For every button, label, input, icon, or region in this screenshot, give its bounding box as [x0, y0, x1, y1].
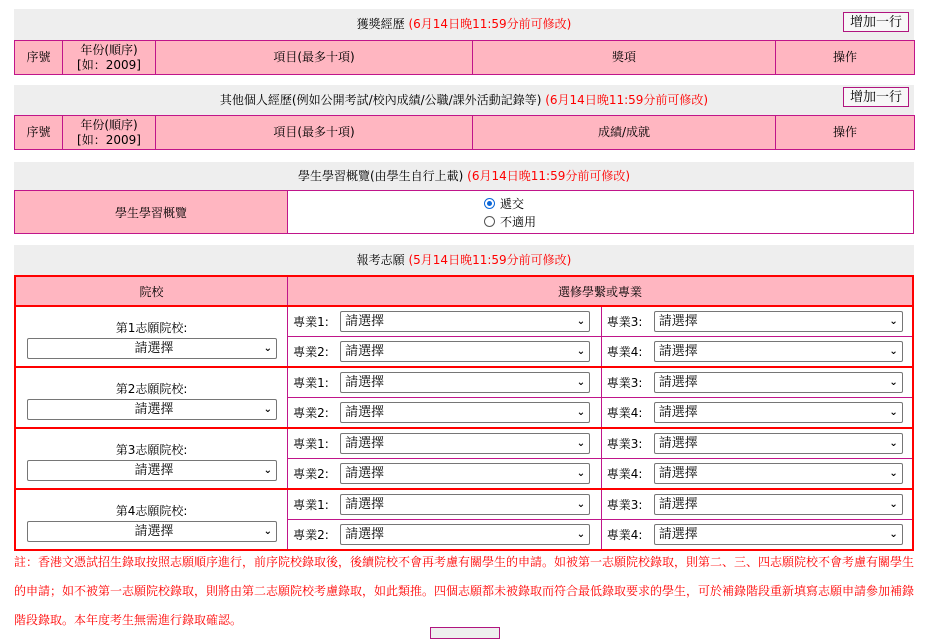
- col-achievement: 成績/成就: [473, 116, 776, 150]
- other-header-bar: [14, 85, 914, 115]
- other-table: [14, 115, 915, 150]
- preferences-table: 院校 選修學繫或專業 第1志願院校: 請選擇 ⌄ 專業1: 請選擇 ⌄ 專業3: 請選擇 ⌄ 專業2: 請選擇 ⌄ 專業4: 請選擇 ⌄ 第2志願院校: 請選擇 ⌄ 專業1: 請選擇 ⌄ 專業3: 請選擇 ⌄ 專業2: 請選擇 ⌄ 專業4: 請選擇 ⌄ 第3志願院校: 請選擇 ⌄ 專業1: 請選擇 ⌄ 專業3: 請選擇 ⌄ 專業2: 請選擇 ⌄ 專業4: 請選擇 ⌄ 第4志願院校: 請選擇 ⌄ 專業1: 請選擇 ⌄ 專業3: 請選擇 ⌄ 專業2: 請選擇 ⌄ 專業4: 請選擇 ⌄: [14, 275, 914, 551]
- chevron-down-icon: ⌄: [576, 346, 586, 357]
- chevron-down-icon: ⌄: [263, 465, 272, 476]
- col-index: 序號: [15, 116, 63, 150]
- chevron-down-icon: ⌄: [889, 438, 898, 449]
- preference-4-school-label: 第4志願院校:: [115, 504, 188, 518]
- col-major: 選修學繫或專業: [288, 276, 913, 306]
- col-year: 年份(順序) [如：2009]: [63, 41, 156, 75]
- preference-1-school-cell: [15, 306, 288, 367]
- col-item: 項目(最多十項): [156, 41, 473, 75]
- learning-profile-header-bar: [14, 162, 914, 190]
- awards-header-bar: [14, 9, 914, 40]
- preference-1-major-2-select[interactable]: 請選擇 ⌄: [340, 341, 590, 362]
- chevron-down-icon: ⌄: [263, 526, 272, 537]
- preference-4-major-1-select[interactable]: 請選擇 ⌄: [340, 494, 590, 515]
- chevron-down-icon: ⌄: [889, 346, 898, 357]
- other-deadline: (6月14日晚11:59分前可修改): [545, 93, 709, 107]
- admission-note: 註：香港文憑試招生錄取按照志願順序進行，前序院校錄取後，後續院校不會再考慮有關學生的申請。如被第一志願院校錄取，則第二、三、四志願院校不會考慮有關學生的申請；如不被第一志願院校錄取，則將由第二志願院校考慮錄取，如此類推。四個志願都未被錄取而符合最低錄取要求的學生，可於補錄階段重新填寫志願申請參加補錄階段錄取。本年度考生無需進行錄取確認。: [14, 555, 915, 627]
- chevron-down-icon: ⌄: [889, 377, 898, 388]
- awards-table: [14, 40, 915, 75]
- col-school: 院校: [15, 276, 288, 306]
- learning-profile-table: [14, 190, 914, 234]
- other-add-row-button[interactable]: 增加一行: [843, 87, 909, 107]
- chevron-down-icon: ⌄: [263, 404, 272, 415]
- preference-2-major-2-select[interactable]: 請選擇 ⌄: [340, 402, 590, 423]
- other-title: 其他個人經歷(例如公開考試/校內成績/公職/課外活動記錄等): [219, 93, 542, 107]
- chevron-down-icon: ⌄: [576, 529, 586, 540]
- col-action: 操作: [776, 41, 915, 75]
- chevron-down-icon: ⌄: [263, 343, 272, 354]
- preference-4-school-select[interactable]: 請選擇 ⌄: [27, 521, 277, 542]
- radio-submit-label: 遞交: [500, 196, 525, 211]
- preference-3-school-label: 第3志願院校:: [115, 443, 188, 457]
- preference-1-school-select[interactable]: 請選擇 ⌄: [27, 338, 277, 359]
- awards-title: 獲獎經歷: [356, 17, 405, 31]
- chevron-down-icon: ⌄: [576, 499, 586, 510]
- awards-deadline: (6月14日晚11:59分前可修改): [408, 17, 572, 31]
- preference-1-school-label: 第1志願院校:: [115, 321, 188, 335]
- chevron-down-icon: ⌄: [576, 316, 586, 327]
- preference-3-major-3-select[interactable]: 請選擇 ⌄: [654, 433, 903, 454]
- preference-2-school-label: 第2志願院校:: [115, 382, 188, 396]
- preference-3-school-select[interactable]: 請選擇 ⌄: [27, 460, 277, 481]
- chevron-down-icon: ⌄: [889, 316, 898, 327]
- radio-checked-icon[interactable]: [484, 198, 495, 209]
- preference-3-school-cell: [15, 428, 288, 489]
- preferences-header-bar: [14, 245, 914, 275]
- learning-profile-label: 學生學習概覽: [15, 191, 288, 234]
- learning-profile-title: 學生學習概覽(由學生自行上載): [297, 169, 464, 183]
- chevron-down-icon: ⌄: [576, 438, 586, 449]
- preference-2-major-3-select[interactable]: 請選擇 ⌄: [654, 372, 903, 393]
- chevron-down-icon: ⌄: [889, 407, 898, 418]
- preference-1-major-4-select[interactable]: 請選擇 ⌄: [654, 341, 903, 362]
- preference-3-major-4-select[interactable]: 請選擇 ⌄: [654, 463, 903, 484]
- preference-2-major-1-select[interactable]: 請選擇 ⌄: [340, 372, 590, 393]
- preference-4-major-4-select[interactable]: 請選擇 ⌄: [654, 524, 903, 545]
- chevron-down-icon: ⌄: [576, 377, 586, 388]
- preference-1-major-1-select[interactable]: 請選擇 ⌄: [340, 311, 590, 332]
- preferences-title: 報考志願: [356, 253, 405, 267]
- learning-profile-options: [288, 191, 914, 234]
- chevron-down-icon: ⌄: [889, 529, 898, 540]
- col-index: 序號: [15, 41, 63, 75]
- radio-not-applicable[interactable]: [288, 212, 913, 230]
- preference-3-major-1-select[interactable]: 請選擇 ⌄: [340, 433, 590, 454]
- preferences-deadline: (5月14日晚11:59分前可修改): [408, 253, 572, 267]
- col-award: 獎項: [473, 41, 776, 75]
- radio-submit[interactable]: [288, 194, 913, 212]
- col-action: 操作: [776, 116, 915, 150]
- preference-3-major-2-select[interactable]: 請選擇 ⌄: [340, 463, 590, 484]
- chevron-down-icon: ⌄: [576, 468, 586, 479]
- learning-profile-deadline: (6月14日晚11:59分前可修改): [467, 169, 631, 183]
- preference-4-major-3-select[interactable]: 請選擇 ⌄: [654, 494, 903, 515]
- radio-unchecked-icon[interactable]: [484, 216, 495, 227]
- preference-4-school-cell: [15, 489, 288, 550]
- preference-2-school-cell: [15, 367, 288, 428]
- col-item: 項目(最多十項): [156, 116, 473, 150]
- chevron-down-icon: ⌄: [889, 499, 898, 510]
- awards-add-row-button[interactable]: 增加一行: [843, 12, 909, 32]
- chevron-down-icon: ⌄: [889, 468, 898, 479]
- preference-2-school-select[interactable]: 請選擇 ⌄: [27, 399, 277, 420]
- chevron-down-icon: ⌄: [576, 407, 586, 418]
- radio-not-applicable-label: 不適用: [500, 214, 537, 229]
- preference-4-major-2-select[interactable]: 請選擇 ⌄: [340, 524, 590, 545]
- preference-2-major-4-select[interactable]: 請選擇 ⌄: [654, 402, 903, 423]
- submit-button[interactable]: [430, 627, 500, 639]
- col-year: 年份(順序) [如：2009]: [63, 116, 156, 150]
- preference-1-major-3-select[interactable]: 請選擇 ⌄: [654, 311, 903, 332]
